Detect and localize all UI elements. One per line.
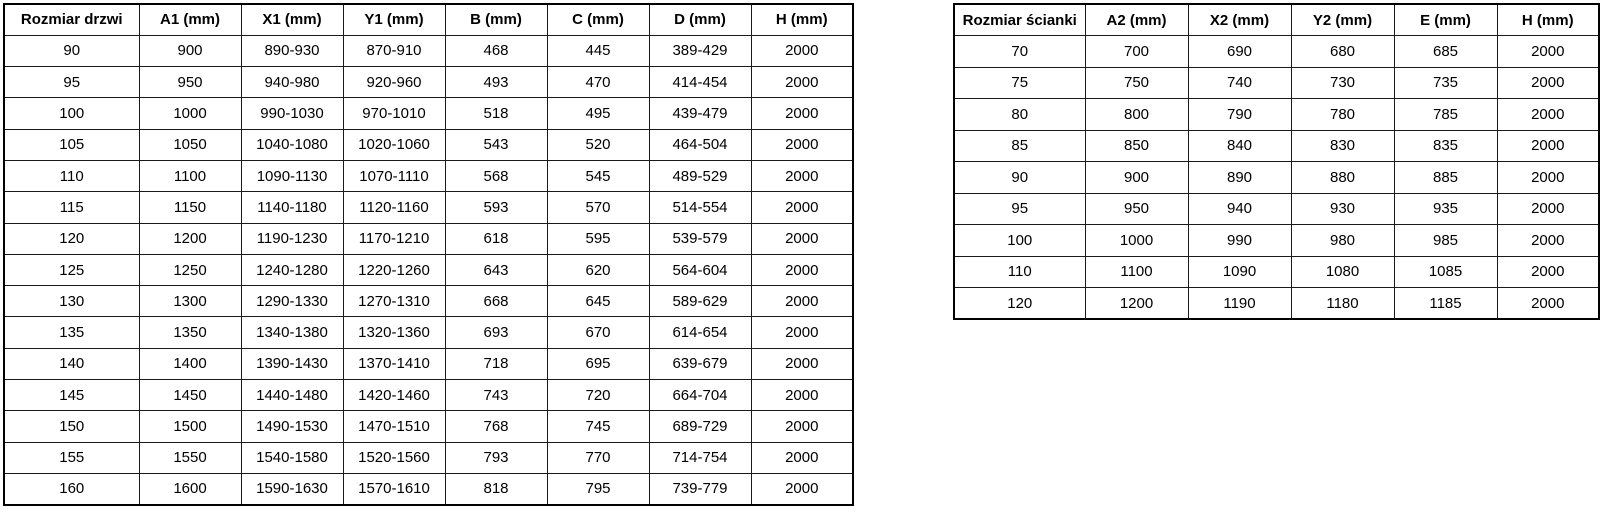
table-cell: 160 xyxy=(4,473,139,504)
table-cell: 1190-1230 xyxy=(241,223,343,254)
table-row xyxy=(4,254,853,285)
table-cell: 1220-1260 xyxy=(343,254,445,285)
table-row xyxy=(954,256,1599,288)
table-row xyxy=(954,130,1599,162)
table-cell: 1540-1580 xyxy=(241,442,343,473)
table-cell: 140 xyxy=(4,348,139,379)
table-cell: 2000 xyxy=(1497,36,1599,68)
table-cell: 545 xyxy=(547,160,649,191)
column-header: A2 (mm) xyxy=(1085,4,1188,36)
table-cell: 1100 xyxy=(139,160,241,191)
table-cell: 620 xyxy=(547,254,649,285)
table-cell: 2000 xyxy=(751,442,853,473)
table-cell: 830 xyxy=(1291,130,1394,162)
table-cell: 1340-1380 xyxy=(241,317,343,348)
table-cell: 770 xyxy=(547,442,649,473)
table-cell: 780 xyxy=(1291,99,1394,131)
table-cell: 1570-1610 xyxy=(343,473,445,504)
table-cell: 1290-1330 xyxy=(241,286,343,317)
table-cell: 2000 xyxy=(751,98,853,129)
table-cell: 2000 xyxy=(751,411,853,442)
column-header: H (mm) xyxy=(751,4,853,35)
table-cell: 593 xyxy=(445,192,547,223)
table-row xyxy=(4,129,853,160)
table-cell: 1070-1110 xyxy=(343,160,445,191)
table-row xyxy=(4,192,853,223)
table-cell: 750 xyxy=(1085,67,1188,99)
table-cell: 1520-1560 xyxy=(343,442,445,473)
table-cell: 1120-1160 xyxy=(343,192,445,223)
table-cell: 1050 xyxy=(139,129,241,160)
table-cell: 2000 xyxy=(751,35,853,66)
table-cell: 110 xyxy=(4,160,139,191)
table-cell: 1390-1430 xyxy=(241,348,343,379)
table-cell: 950 xyxy=(1085,193,1188,225)
table-cell: 990 xyxy=(1188,225,1291,257)
table-cell: 935 xyxy=(1394,193,1497,225)
table-row xyxy=(954,162,1599,194)
table-cell: 689-729 xyxy=(649,411,751,442)
table-cell: 885 xyxy=(1394,162,1497,194)
table-cell: 135 xyxy=(4,317,139,348)
table-cell: 414-454 xyxy=(649,67,751,98)
table-cell: 900 xyxy=(139,35,241,66)
table-cell: 70 xyxy=(954,36,1085,68)
table-cell: 539-579 xyxy=(649,223,751,254)
table-cell: 595 xyxy=(547,223,649,254)
table-cell: 543 xyxy=(445,129,547,160)
table-cell: 1300 xyxy=(139,286,241,317)
table-cell: 105 xyxy=(4,129,139,160)
table-cell: 818 xyxy=(445,473,547,504)
table-cell: 2000 xyxy=(1497,288,1599,320)
table-cell: 1140-1180 xyxy=(241,192,343,223)
table-cell: 2000 xyxy=(1497,193,1599,225)
column-header: X1 (mm) xyxy=(241,4,343,35)
table-cell: 90 xyxy=(4,35,139,66)
table-cell: 464-504 xyxy=(649,129,751,160)
column-header: Y1 (mm) xyxy=(343,4,445,35)
table-cell: 950 xyxy=(139,67,241,98)
table-cell: 639-679 xyxy=(649,348,751,379)
table-cell: 668 xyxy=(445,286,547,317)
table-row xyxy=(954,67,1599,99)
table-cell: 145 xyxy=(4,380,139,411)
table-cell: 1200 xyxy=(1085,288,1188,320)
column-header: Y2 (mm) xyxy=(1291,4,1394,36)
table-cell: 1100 xyxy=(1085,256,1188,288)
table-cell: 900 xyxy=(1085,162,1188,194)
table-cell: 1550 xyxy=(139,442,241,473)
table-cell: 695 xyxy=(547,348,649,379)
table-cell: 614-654 xyxy=(649,317,751,348)
table-cell: 1150 xyxy=(139,192,241,223)
column-header: D (mm) xyxy=(649,4,751,35)
table-row xyxy=(4,223,853,254)
table-cell: 1420-1460 xyxy=(343,380,445,411)
table-cell: 514-554 xyxy=(649,192,751,223)
table-cell: 85 xyxy=(954,130,1085,162)
table-cell: 493 xyxy=(445,67,547,98)
table-cell: 1185 xyxy=(1394,288,1497,320)
table-row xyxy=(4,380,853,411)
table-cell: 518 xyxy=(445,98,547,129)
table-cell: 470 xyxy=(547,67,649,98)
table-cell: 80 xyxy=(954,99,1085,131)
table-row xyxy=(4,442,853,473)
table-row xyxy=(954,225,1599,257)
table-row xyxy=(954,36,1599,68)
table-cell: 2000 xyxy=(1497,256,1599,288)
table-cell: 2000 xyxy=(751,473,853,504)
table-cell: 714-754 xyxy=(649,442,751,473)
table-cell: 890-930 xyxy=(241,35,343,66)
table-cell: 2000 xyxy=(751,67,853,98)
table-cell: 1400 xyxy=(139,348,241,379)
table-cell: 1270-1310 xyxy=(343,286,445,317)
table-row xyxy=(954,288,1599,320)
table-cell: 618 xyxy=(445,223,547,254)
table-cell: 1085 xyxy=(1394,256,1497,288)
table-cell: 1320-1360 xyxy=(343,317,445,348)
table-cell: 718 xyxy=(445,348,547,379)
table-row xyxy=(4,67,853,98)
table-row xyxy=(4,286,853,317)
table-cell: 90 xyxy=(954,162,1085,194)
table-cell: 125 xyxy=(4,254,139,285)
column-header: E (mm) xyxy=(1394,4,1497,36)
table-cell: 155 xyxy=(4,442,139,473)
column-header: X2 (mm) xyxy=(1188,4,1291,36)
table-cell: 1090 xyxy=(1188,256,1291,288)
table-cell: 1600 xyxy=(139,473,241,504)
table-row xyxy=(4,317,853,348)
table-cell: 940-980 xyxy=(241,67,343,98)
table-cell: 1490-1530 xyxy=(241,411,343,442)
column-header: A1 (mm) xyxy=(139,4,241,35)
table-cell: 743 xyxy=(445,380,547,411)
table-cell: 1440-1480 xyxy=(241,380,343,411)
table-cell: 1020-1060 xyxy=(343,129,445,160)
table-cell: 130 xyxy=(4,286,139,317)
table-cell: 75 xyxy=(954,67,1085,99)
table-row xyxy=(4,348,853,379)
table-cell: 2000 xyxy=(1497,67,1599,99)
table-cell: 495 xyxy=(547,98,649,129)
table-row xyxy=(4,98,853,129)
table-cell: 680 xyxy=(1291,36,1394,68)
table-cell: 2000 xyxy=(751,380,853,411)
wall-panel-sizes-table xyxy=(953,3,1600,320)
table-cell: 745 xyxy=(547,411,649,442)
table-cell: 1190 xyxy=(1188,288,1291,320)
table-cell: 95 xyxy=(954,193,1085,225)
table-cell: 980 xyxy=(1291,225,1394,257)
table-cell: 2000 xyxy=(1497,225,1599,257)
table-row xyxy=(4,411,853,442)
table-cell: 1370-1410 xyxy=(343,348,445,379)
table-cell: 1250 xyxy=(139,254,241,285)
table-cell: 690 xyxy=(1188,36,1291,68)
table-cell: 720 xyxy=(547,380,649,411)
table-cell: 1040-1080 xyxy=(241,129,343,160)
table-cell: 110 xyxy=(954,256,1085,288)
table-cell: 2000 xyxy=(751,317,853,348)
table-cell: 115 xyxy=(4,192,139,223)
door-sizes-table xyxy=(3,3,854,506)
header-row xyxy=(4,4,853,35)
table-cell: 100 xyxy=(4,98,139,129)
table-cell: 785 xyxy=(1394,99,1497,131)
table-cell: 1200 xyxy=(139,223,241,254)
header-row xyxy=(954,4,1599,36)
table-cell: 930 xyxy=(1291,193,1394,225)
table-cell: 735 xyxy=(1394,67,1497,99)
table-cell: 1080 xyxy=(1291,256,1394,288)
table-cell: 150 xyxy=(4,411,139,442)
table-cell: 445 xyxy=(547,35,649,66)
table-cell: 489-529 xyxy=(649,160,751,191)
column-header: H (mm) xyxy=(1497,4,1599,36)
column-header: C (mm) xyxy=(547,4,649,35)
column-header: B (mm) xyxy=(445,4,547,35)
column-header: Rozmiar drzwi xyxy=(4,4,139,35)
table-cell: 2000 xyxy=(1497,130,1599,162)
table-row xyxy=(954,193,1599,225)
table-cell: 100 xyxy=(954,225,1085,257)
table-row xyxy=(4,35,853,66)
table-cell: 1090-1130 xyxy=(241,160,343,191)
table-cell: 768 xyxy=(445,411,547,442)
table-cell: 685 xyxy=(1394,36,1497,68)
table-cell: 739-779 xyxy=(649,473,751,504)
table-cell: 645 xyxy=(547,286,649,317)
table-row xyxy=(4,160,853,191)
table-cell: 389-429 xyxy=(649,35,751,66)
table-cell: 664-704 xyxy=(649,380,751,411)
table-cell: 120 xyxy=(954,288,1085,320)
table-cell: 2000 xyxy=(751,129,853,160)
table-cell: 2000 xyxy=(1497,99,1599,131)
table-cell: 940 xyxy=(1188,193,1291,225)
table-cell: 990-1030 xyxy=(241,98,343,129)
table-row xyxy=(954,99,1599,131)
table-cell: 985 xyxy=(1394,225,1497,257)
table-cell: 2000 xyxy=(751,254,853,285)
table-cell: 468 xyxy=(445,35,547,66)
table-cell: 2000 xyxy=(751,286,853,317)
table-cell: 1500 xyxy=(139,411,241,442)
table-cell: 1180 xyxy=(1291,288,1394,320)
table-cell: 835 xyxy=(1394,130,1497,162)
table-cell: 793 xyxy=(445,442,547,473)
table-cell: 850 xyxy=(1085,130,1188,162)
table-cell: 643 xyxy=(445,254,547,285)
table-cell: 95 xyxy=(4,67,139,98)
table-cell: 1350 xyxy=(139,317,241,348)
table-cell: 693 xyxy=(445,317,547,348)
table-cell: 2000 xyxy=(751,160,853,191)
table-cell: 2000 xyxy=(751,192,853,223)
column-header: Rozmiar ścianki xyxy=(954,4,1085,36)
table-cell: 840 xyxy=(1188,130,1291,162)
table-cell: 670 xyxy=(547,317,649,348)
table-cell: 1170-1210 xyxy=(343,223,445,254)
table-cell: 795 xyxy=(547,473,649,504)
table-cell: 2000 xyxy=(751,348,853,379)
table-row xyxy=(4,473,853,504)
table-cell: 730 xyxy=(1291,67,1394,99)
table-cell: 2000 xyxy=(1497,162,1599,194)
table-cell: 870-910 xyxy=(343,35,445,66)
table-cell: 790 xyxy=(1188,99,1291,131)
table-cell: 568 xyxy=(445,160,547,191)
table-cell: 1000 xyxy=(139,98,241,129)
table-cell: 740 xyxy=(1188,67,1291,99)
table-cell: 700 xyxy=(1085,36,1188,68)
table-cell: 890 xyxy=(1188,162,1291,194)
table-cell: 564-604 xyxy=(649,254,751,285)
table-cell: 970-1010 xyxy=(343,98,445,129)
table-cell: 1240-1280 xyxy=(241,254,343,285)
table-cell: 880 xyxy=(1291,162,1394,194)
table-cell: 2000 xyxy=(751,223,853,254)
table-cell: 589-629 xyxy=(649,286,751,317)
table-cell: 570 xyxy=(547,192,649,223)
table-cell: 1000 xyxy=(1085,225,1188,257)
table-cell: 120 xyxy=(4,223,139,254)
table-cell: 520 xyxy=(547,129,649,160)
table-cell: 920-960 xyxy=(343,67,445,98)
table-cell: 1590-1630 xyxy=(241,473,343,504)
table-cell: 439-479 xyxy=(649,98,751,129)
table-cell: 1450 xyxy=(139,380,241,411)
table-cell: 800 xyxy=(1085,99,1188,131)
table-cell: 1470-1510 xyxy=(343,411,445,442)
